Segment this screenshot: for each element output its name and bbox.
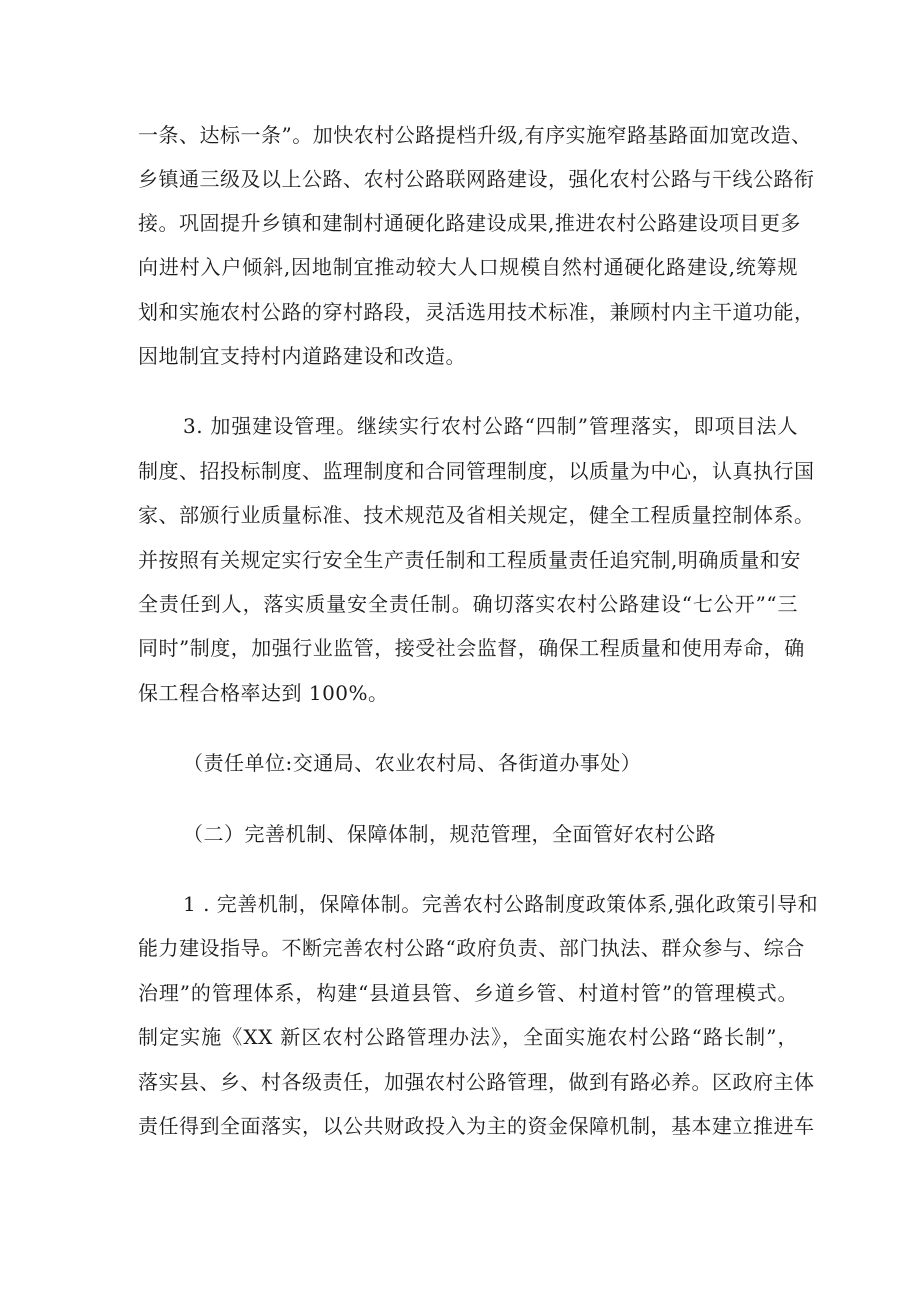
- text-line: 乡镇通三级及以上公路、农村公路联网路建设，强化农村公路与干线公路衔: [138, 167, 815, 191]
- text-line: 保工程合格率达到 100%。: [138, 681, 389, 705]
- text-line: 制度、招投标制度、监理制度和合同管理制度，以质量为中心，认真执行国: [138, 459, 815, 483]
- text-line: 落实县、乡、村各级责任，加强农村公路管理，做到有路必养。区政府主体: [138, 1070, 815, 1094]
- text-line: 同时”制度，加强行业监管，接受社会监督，确保工程质量和使用寿命，确: [138, 636, 805, 660]
- text-line: 划和实施农村公路的穿村路段，灵活选用技术标准，兼顾村内主干道功能，: [138, 300, 815, 324]
- text-line: 向进村入户倾斜,因地制宜推动较大人口规模自然村通硬化路建设,统筹规: [138, 255, 798, 279]
- text-line: 制定实施《XX 新区农村公路管理办法》，全面实施农村公路“路长制”，: [138, 1025, 798, 1049]
- text-line: 一条、达标一条”。加快农村公路提档升级,有序实施窄路基路面加宽改造、: [138, 123, 812, 147]
- text-line: 接。巩固提升乡镇和建制村通硬化路建设成果,推进农村公路建设项目更多: [138, 211, 801, 235]
- text-line: 因地制宜支持村内道路建设和改造。: [138, 344, 466, 368]
- text-line: 家、部颁行业质量标准、技术规范及省相关规定，健全工程质量控制体系。: [138, 503, 815, 527]
- text-line: 1 . 完善机制，保障体制。完善农村公路制度政策体系,强化政策引导和: [183, 892, 819, 916]
- text-line: 责任得到全面落实，以公共财政投入为主的资金保障机制，基本建立推进车: [138, 1114, 815, 1138]
- section-heading: （二）完善机制、保障体制，规范管理，全面管好农村公路: [183, 822, 716, 846]
- text-line: 并按照有关规定实行安全生产责任制和工程质量责任追究制,明确质量和安: [138, 548, 801, 572]
- text-line: 全责任到人，落实质量安全责任制。确切落实农村公路建设“七公开”“三: [138, 592, 798, 616]
- text-line: 3. 加强建设管理。继续实行农村公路“四制”管理落实，即项目法人: [183, 414, 798, 438]
- text-line: 治理”的管理体系，构建“县道县管、乡道乡管、村道村管”的管理模式。: [138, 981, 798, 1005]
- responsibility-note: （责任单位:交通局、农业农村局、各街道办事处）: [183, 751, 642, 775]
- text-line: 能力建设指导。不断完善农村公路“政府负责、部门执法、群众参与、综合: [138, 936, 805, 960]
